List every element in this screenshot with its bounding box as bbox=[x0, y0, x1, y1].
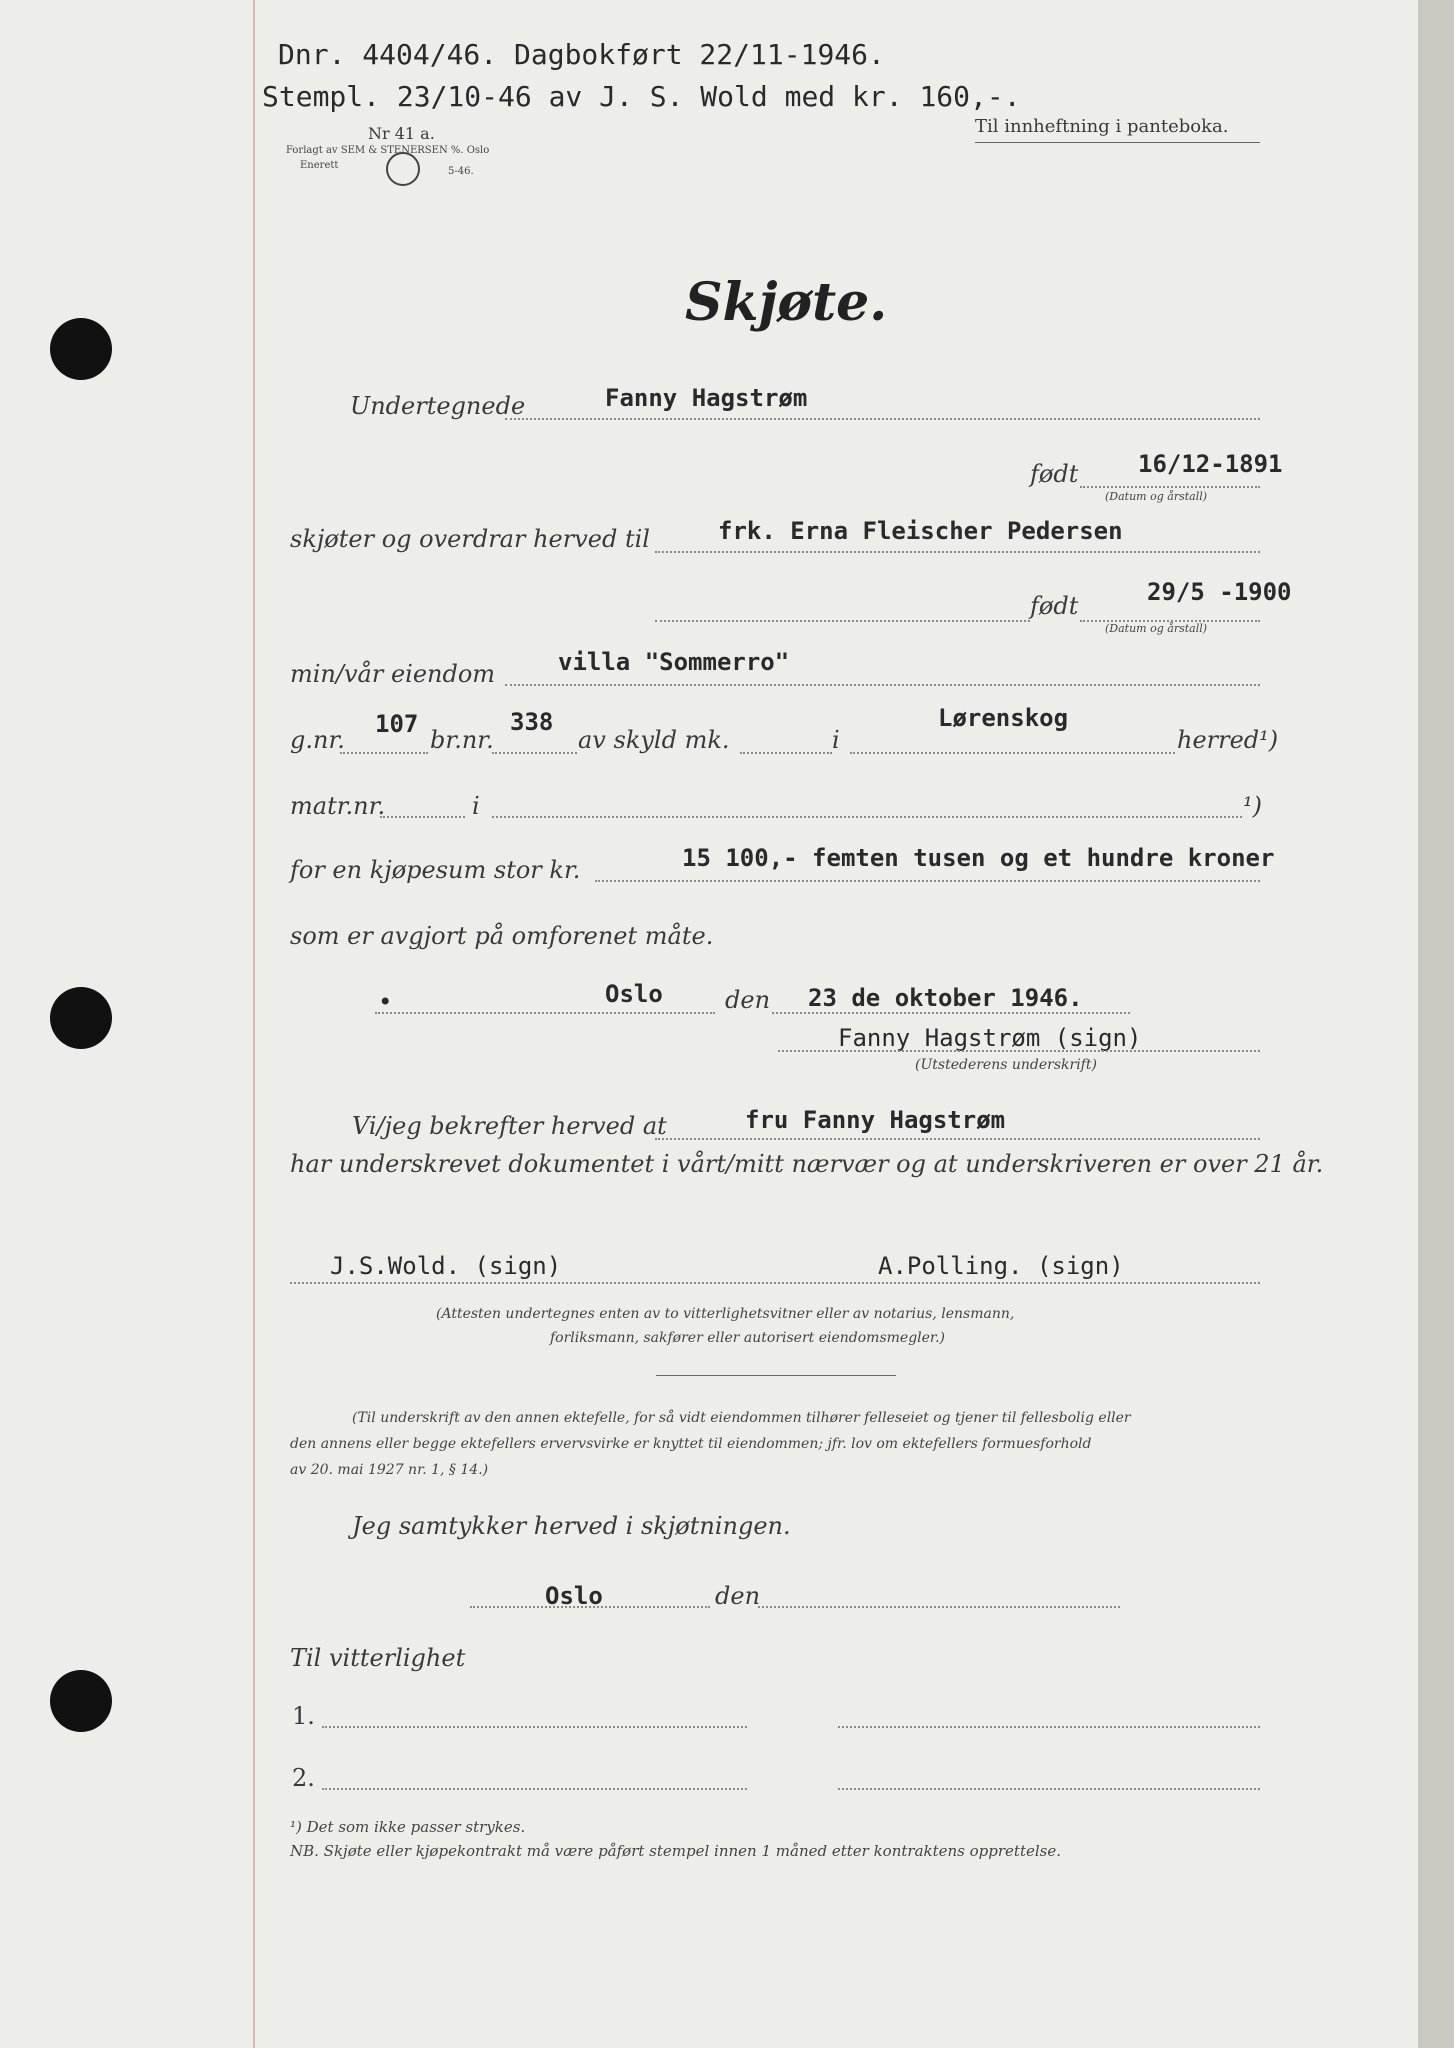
publisher-date: 5-46. bbox=[448, 166, 474, 177]
den2-label: den bbox=[715, 1582, 761, 1610]
witness-slot-1-label: 1. bbox=[292, 1702, 315, 1730]
matr-line bbox=[380, 816, 465, 818]
issuer-signature: Fanny Hagstrøm (sign) bbox=[838, 1024, 1142, 1052]
witness-heading: Til vitterlighet bbox=[290, 1644, 466, 1672]
publisher: Forlagt av SEM & STENERSEN %. Oslo bbox=[286, 145, 490, 156]
place-line bbox=[375, 1012, 715, 1014]
witness-slot-2-line-a bbox=[322, 1788, 747, 1790]
born-label-2: født bbox=[1030, 592, 1079, 620]
herred-line bbox=[850, 752, 1175, 754]
gnr-label: g.nr. bbox=[290, 726, 345, 754]
seller-name: Fanny Hagstrøm bbox=[605, 384, 808, 412]
transfer-line bbox=[655, 551, 1260, 553]
footnote-2: NB. Skjøte eller kjøpekontrakt må være påført stempel innen 1 måned etter kontraktens opprettelse. bbox=[290, 1842, 1061, 1860]
matr-i-label: i bbox=[472, 792, 480, 820]
herred-value: Lørenskog bbox=[938, 704, 1069, 732]
punch-hole-top bbox=[50, 318, 112, 380]
buyer-birthdate: 29/5 -1900 bbox=[1147, 578, 1292, 606]
date-line bbox=[772, 1012, 1130, 1014]
transfer-label: skjøter og overdrar herved til bbox=[290, 525, 650, 553]
attest-note-1: (Attesten undertegnes enten av to vitterlighetsvitner eller av notarius, lensmann, bbox=[436, 1306, 1015, 1322]
property-name: villa "Sommerro" bbox=[558, 648, 790, 676]
price-value: 15 100,- femten tusen og et hundre kroner bbox=[682, 844, 1275, 872]
confirm-text: har underskrevet dokumentet i vårt/mitt nærvær og at underskriveren er over 21 år. bbox=[290, 1150, 1324, 1178]
spouse-note-1: (Til underskrift av den annen ektefelle, for så vidt eiendommen tilhører felleseiet og tjener til fellesbolig eller bbox=[352, 1410, 1131, 1426]
den-label: den bbox=[725, 986, 771, 1014]
attest-note-2: forliksmann, sakfører eller autorisert eiendomsmegler.) bbox=[550, 1330, 945, 1346]
brnr-value: 338 bbox=[510, 708, 554, 736]
born-line-1 bbox=[1080, 486, 1260, 488]
born-label-1: født bbox=[1030, 460, 1079, 488]
date-value: 23 de oktober 1946. bbox=[808, 984, 1083, 1012]
skyld-line bbox=[740, 752, 832, 754]
date-hint-1: (Datum og årstall) bbox=[1105, 490, 1208, 503]
footnote-1: ¹) Det som ikke passer strykes. bbox=[290, 1818, 526, 1836]
settled-text: som er avgjort på omforenet måte. bbox=[290, 922, 714, 950]
stamp-line: Stempl. 23/10-46 av J. S. Wold med kr. 160,-. bbox=[262, 80, 1021, 113]
brnr-line bbox=[492, 752, 577, 754]
issuer-label: (Utstederens underskrift) bbox=[915, 1057, 1097, 1073]
matr-end: ¹) bbox=[1243, 792, 1262, 820]
punch-hole-bottom bbox=[50, 1670, 112, 1732]
place-value: Oslo bbox=[605, 980, 663, 1008]
gnr-value: 107 bbox=[375, 710, 419, 738]
undertegnede-line bbox=[505, 418, 1260, 420]
price-line bbox=[595, 880, 1260, 882]
issuer-line bbox=[778, 1050, 1260, 1052]
place2-value: Oslo bbox=[545, 1582, 603, 1610]
date2-line bbox=[758, 1606, 1120, 1608]
property-label: min/vår eiendom bbox=[290, 660, 496, 688]
matr-i-line bbox=[492, 816, 1242, 818]
seller-birthdate: 16/12-1891 bbox=[1138, 450, 1283, 478]
publisher-rights: Enerett bbox=[300, 160, 339, 171]
margin-line bbox=[253, 0, 255, 2048]
confirm-line bbox=[655, 1138, 1260, 1140]
skyld-label: av skyld mk. bbox=[578, 726, 730, 754]
binding-note-underline bbox=[975, 142, 1260, 143]
binding-note: Til innheftning i panteboka. bbox=[975, 116, 1229, 137]
spouse-note-3: av 20. mai 1927 nr. 1, § 14.) bbox=[290, 1462, 489, 1478]
property-line bbox=[505, 684, 1260, 686]
witness-slot-1-line-b bbox=[838, 1726, 1260, 1728]
confirm-label: Vi/jeg bekrefter herved at bbox=[352, 1112, 667, 1140]
undertegnede-label: Undertegnede bbox=[350, 392, 526, 420]
born-prefix-line-2 bbox=[655, 620, 1030, 622]
herred-prefix-label: i bbox=[832, 726, 840, 754]
confirm-value: fru Fanny Hagstrøm bbox=[745, 1106, 1006, 1134]
witness-slot-2-label: 2. bbox=[292, 1764, 315, 1792]
document-title: Skjøte. bbox=[685, 272, 888, 333]
consent-text: Jeg samtykker herved i skjøtningen. bbox=[352, 1512, 791, 1540]
bullet-mark: • bbox=[378, 988, 393, 1016]
spouse-note-2: den annens eller begge ektefellers ervervsvirke er knyttet til eiendommen; jfr. lov om ektefellers formuesforhold bbox=[290, 1436, 1092, 1452]
witness-1-signature: J.S.Wold. (sign) bbox=[330, 1252, 562, 1280]
buyer-name: frk. Erna Fleischer Pedersen bbox=[718, 517, 1123, 545]
brnr-label: br.nr. bbox=[430, 726, 494, 754]
section-divider bbox=[656, 1375, 896, 1376]
witness-slot-1-line-a bbox=[322, 1726, 747, 1728]
witness-line bbox=[290, 1282, 1260, 1284]
witness-slot-2-line-b bbox=[838, 1788, 1260, 1790]
publisher-stamp bbox=[386, 152, 420, 186]
price-label: for en kjøpesum stor kr. bbox=[290, 856, 581, 884]
herred-label: herred¹) bbox=[1177, 726, 1279, 754]
registration-line: Dnr. 4404/46. Dagbokført 22/11-1946. bbox=[278, 38, 885, 71]
form-number: Nr 41 a. bbox=[368, 124, 435, 143]
page-edge bbox=[1418, 0, 1454, 2048]
punch-hole-middle bbox=[50, 987, 112, 1049]
gnr-line bbox=[340, 752, 428, 754]
matr-label: matr.nr. bbox=[290, 792, 386, 820]
witness-2-signature: A.Polling. (sign) bbox=[878, 1252, 1124, 1280]
date-hint-2: (Datum og årstall) bbox=[1105, 622, 1208, 635]
